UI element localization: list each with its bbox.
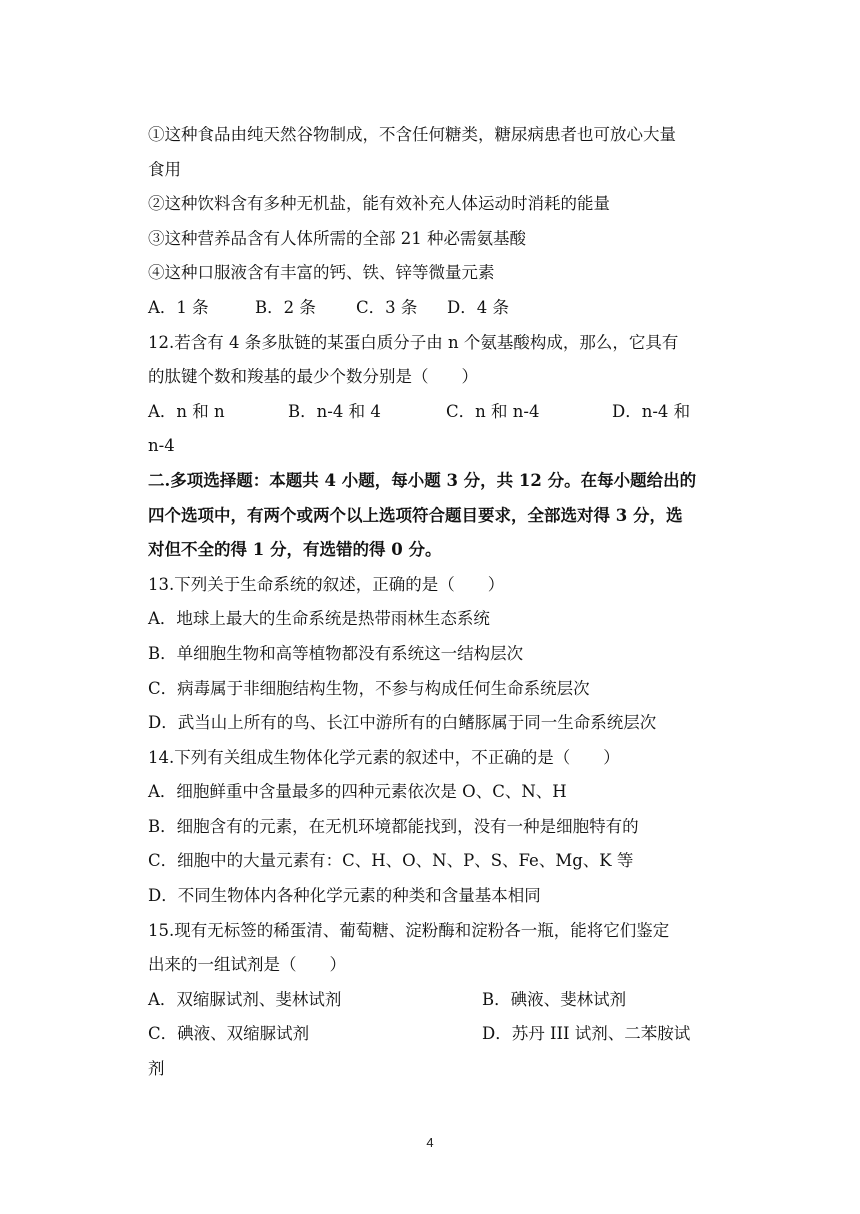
q15-options-row-1 bbox=[148, 983, 718, 1018]
q14-option-c: C．细胞中的大量元素有：C、H、O、N、P、S、Fe、Mg、K 等 bbox=[148, 851, 634, 871]
q14-stem: 14.下列有关组成生物体化学元素的叙述中，不正确的是（ ） bbox=[148, 747, 620, 767]
q11-option-d: D．4 条 bbox=[447, 297, 509, 317]
q15-options-row-2 bbox=[148, 1017, 718, 1052]
q11-statement-1: ①这种食品由纯天然谷物制成，不含任何糖类，糖尿病患者也可放心大量 bbox=[148, 125, 676, 144]
q11-statement-1-continued: 食用 bbox=[148, 159, 181, 179]
exam-page-body bbox=[148, 118, 718, 1087]
q12-option-d-continued: n-4 bbox=[148, 436, 175, 456]
q12-option-a: A．n 和 n bbox=[148, 401, 225, 421]
page-number: 4 bbox=[426, 1135, 434, 1150]
q12-option-d: D．n-4 和 bbox=[612, 401, 691, 421]
q15-option-b: B．碘液、斐林试剂 bbox=[482, 989, 627, 1009]
q12-stem: 12.若含有 4 条多肽链的某蛋白质分子由 n 个氨基酸构成，那么，它具有 bbox=[148, 332, 679, 352]
section2-heading-line1: 二.多项选择题：本题共 4 小题，每小题 3 分，共 12 分。在每小题给出的 bbox=[148, 470, 697, 490]
section2-heading-line3: 对但不全的得 1 分，有选错的得 0 分。 bbox=[148, 540, 442, 560]
q13-option-b: B．单细胞生物和高等植物都没有系统这一结构层次 bbox=[148, 643, 524, 663]
q15-option-d-continued: 剂 bbox=[148, 1059, 165, 1079]
q11-statement-3: ③这种营养品含有人体所需的全部 21 种必需氨基酸 bbox=[148, 228, 526, 248]
q15-option-a: A．双缩脲试剂、斐林试剂 bbox=[148, 989, 342, 1009]
q14-option-a: A．细胞鲜重中含量最多的四种元素依次是 O、C、N、H bbox=[148, 782, 567, 802]
q14-option-d: D．不同生物体内各种化学元素的种类和含量基本相同 bbox=[148, 886, 541, 906]
q15-stem: 15.现有无标签的稀蛋清、葡萄糖、淀粉酶和淀粉各一瓶，能将它们鉴定 bbox=[148, 920, 670, 940]
q15-option-d: D．苏丹 III 试剂、二苯胺试 bbox=[482, 1024, 691, 1044]
q11-statement-4: ④这种口服液含有丰富的钙、铁、锌等微量元素 bbox=[148, 263, 495, 283]
section2-heading-line2: 四个选项中，有两个或两个以上选项符合题目要求，全部选对得 3 分，选 bbox=[148, 505, 683, 525]
q11-options bbox=[148, 291, 718, 326]
q15-stem-continued: 出来的一组试剂是（ ） bbox=[148, 955, 346, 975]
q12-options bbox=[148, 395, 718, 430]
q13-option-c: C．病毒属于非细胞结构生物，不参与构成任何生命系统层次 bbox=[148, 678, 590, 698]
q12-option-c: C．n 和 n-4 bbox=[446, 401, 540, 421]
q11-option-c: C．3 条 bbox=[356, 297, 418, 317]
q13-option-a: A．地球上最大的生命系统是热带雨林生态系统 bbox=[148, 609, 490, 629]
q14-option-b: B．细胞含有的元素，在无机环境都能找到，没有一种是细胞特有的 bbox=[148, 816, 639, 836]
q13-option-d: D．武当山上所有的鸟、长江中游所有的白鳍豚属于同一生命系统层次 bbox=[148, 713, 657, 733]
q11-statement-2: ②这种饮料含有多种无机盐，能有效补充人体运动时消耗的能量 bbox=[148, 194, 610, 214]
q15-option-c: C．碘液、双缩脲试剂 bbox=[148, 1024, 310, 1044]
q11-option-b: B．2 条 bbox=[255, 297, 316, 317]
q12-option-b: B．n-4 和 4 bbox=[288, 401, 381, 421]
q12-stem-continued: 的肽键个数和羧基的最少个数分别是（ ） bbox=[148, 367, 478, 387]
q11-option-a: A．1 条 bbox=[148, 297, 209, 317]
q13-stem: 13.下列关于生命系统的叙述，正确的是（ ） bbox=[148, 574, 505, 594]
